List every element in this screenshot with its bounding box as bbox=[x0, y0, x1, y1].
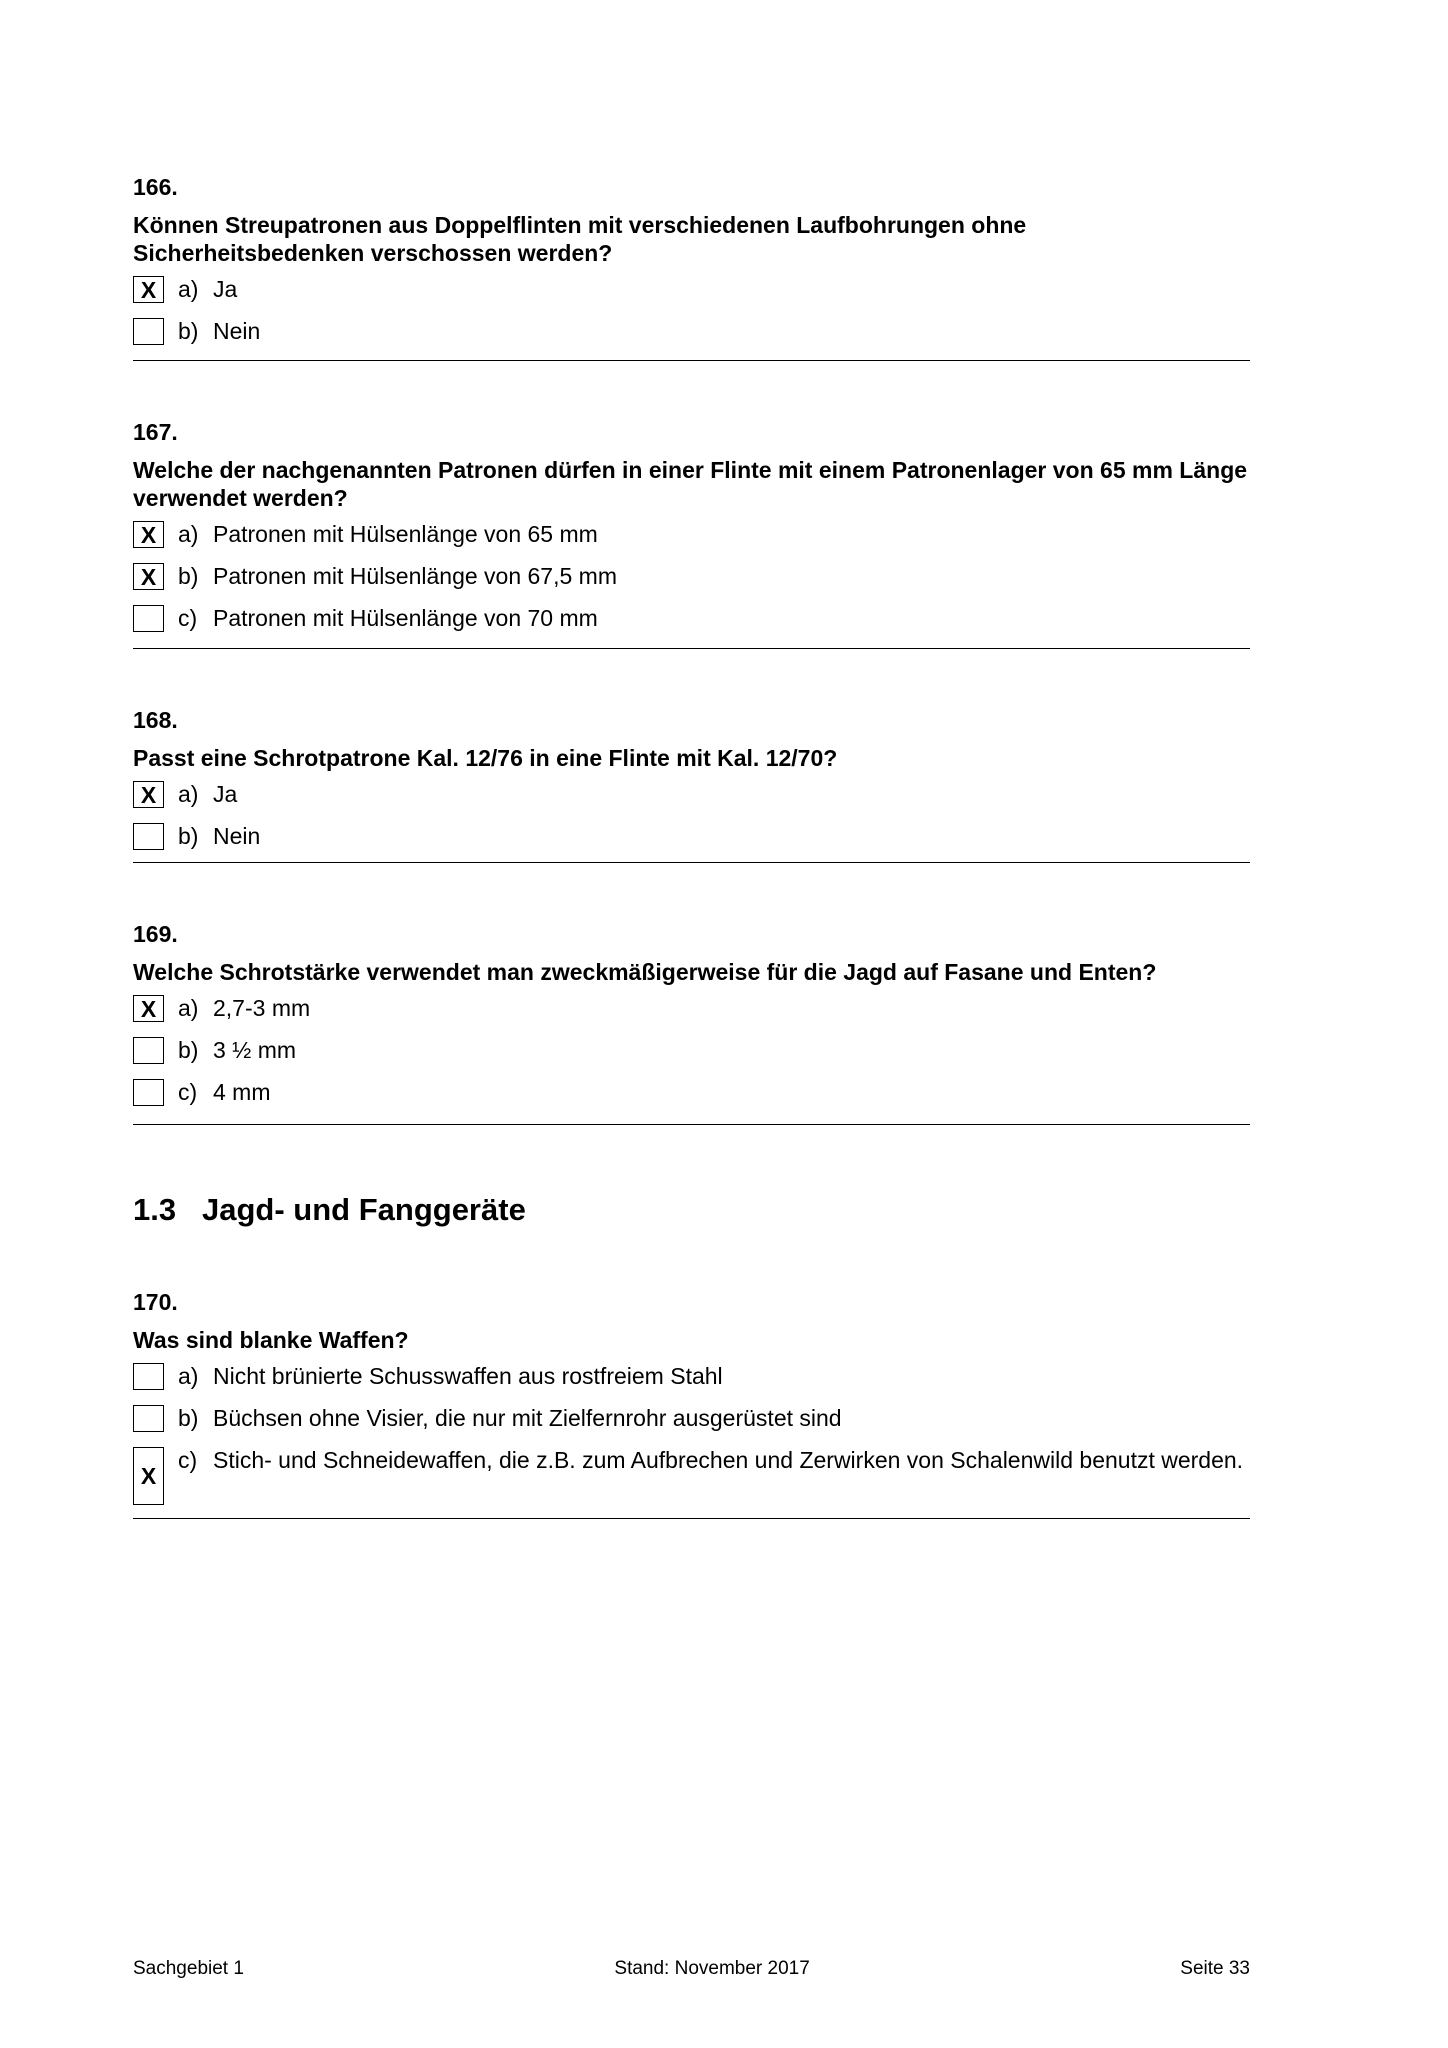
option-text: 2,7-3 mm bbox=[213, 995, 311, 1021]
option-letter: a) bbox=[178, 276, 199, 302]
option-letter: a) bbox=[178, 521, 199, 547]
question-number: 166. bbox=[133, 174, 178, 200]
divider bbox=[133, 1124, 1250, 1125]
question-169 bbox=[133, 920, 1250, 1120]
option-letter: a) bbox=[178, 1363, 199, 1389]
answer-checkbox[interactable]: X bbox=[133, 563, 164, 590]
divider bbox=[133, 862, 1250, 863]
answer-checkbox[interactable] bbox=[133, 605, 164, 632]
question-text: Können Streupatronen aus Doppelflinten mit verschiedenen Laufbohrungen ohne Sicherheitsbedenken verschossen werden? bbox=[133, 212, 1027, 266]
footer-page-number: Seite 33 bbox=[1180, 1958, 1250, 1979]
option-text: 4 mm bbox=[213, 1079, 271, 1105]
answer-checkbox[interactable]: X bbox=[133, 1447, 164, 1505]
section-number: 1.3 bbox=[133, 1192, 177, 1227]
answer-checkbox[interactable]: X bbox=[133, 781, 164, 808]
option-text: Nicht brünierte Schusswaffen aus rostfreiem Stahl bbox=[213, 1363, 723, 1389]
option-letter: b) bbox=[178, 318, 199, 344]
answer-option bbox=[133, 780, 1250, 808]
divider bbox=[133, 648, 1250, 649]
option-text: Ja bbox=[213, 781, 238, 807]
divider bbox=[133, 1518, 1250, 1519]
option-text: Nein bbox=[213, 823, 261, 849]
question-number: 168. bbox=[133, 707, 178, 733]
answer-checkbox[interactable] bbox=[133, 1079, 164, 1106]
option-letter: a) bbox=[178, 995, 199, 1021]
option-letter: c) bbox=[178, 1447, 198, 1473]
question-number: 169. bbox=[133, 921, 178, 947]
answer-option bbox=[133, 520, 1250, 548]
option-letter: b) bbox=[178, 563, 199, 589]
question-167 bbox=[133, 418, 1250, 646]
answer-option bbox=[133, 1362, 1250, 1390]
section-heading bbox=[133, 1192, 526, 1228]
option-text: Nein bbox=[213, 318, 261, 344]
question-170 bbox=[133, 1288, 1250, 1519]
question-number: 170. bbox=[133, 1289, 178, 1315]
answer-checkbox[interactable] bbox=[133, 1405, 164, 1432]
answer-option bbox=[133, 822, 1250, 850]
question-number: 167. bbox=[133, 419, 178, 445]
option-text: Patronen mit Hülsenlänge von 67,5 mm bbox=[213, 563, 617, 589]
option-text: 3 ½ mm bbox=[213, 1037, 297, 1063]
option-text: Stich- und Schneidewaffen, die z.B. zum Aufbrechen und Zerwirken von Schalenwild benutzt werden. bbox=[213, 1447, 1244, 1473]
option-letter: c) bbox=[178, 1079, 198, 1105]
answer-option bbox=[133, 562, 1250, 590]
question-text: Welche Schrotstärke verwendet man zweckmäßigerweise für die Jagd auf Fasane und Enten? bbox=[133, 959, 1157, 985]
answer-option bbox=[133, 1404, 1250, 1432]
answer-option bbox=[133, 1078, 1250, 1106]
option-text: Büchsen ohne Visier, die nur mit Zielfernrohr ausgerüstet sind bbox=[213, 1405, 842, 1431]
answer-option bbox=[133, 604, 1250, 632]
footer-date: Stand: November 2017 bbox=[614, 1958, 810, 1979]
question-text: Welche der nachgenannten Patronen dürfen in einer Flinte mit einem Patronenlager von 65 mm Länge verwendet werden? bbox=[133, 457, 1248, 511]
question-text: Was sind blanke Waffen? bbox=[133, 1327, 409, 1353]
option-letter: c) bbox=[178, 605, 198, 631]
answer-checkbox[interactable] bbox=[133, 1037, 164, 1064]
answer-checkbox[interactable] bbox=[133, 823, 164, 850]
answer-option bbox=[133, 994, 1250, 1022]
section-title: Jagd- und Fanggeräte bbox=[202, 1192, 526, 1227]
answer-checkbox[interactable]: X bbox=[133, 995, 164, 1022]
option-text: Patronen mit Hülsenlänge von 65 mm bbox=[213, 521, 598, 547]
footer-subject: Sachgebiet 1 bbox=[133, 1958, 244, 1979]
answer-checkbox[interactable] bbox=[133, 318, 164, 345]
option-letter: b) bbox=[178, 1037, 199, 1063]
option-letter: b) bbox=[178, 823, 199, 849]
answer-option bbox=[133, 317, 1250, 345]
question-168 bbox=[133, 706, 1250, 864]
option-text: Patronen mit Hülsenlänge von 70 mm bbox=[213, 605, 598, 631]
option-letter: b) bbox=[178, 1405, 199, 1431]
answer-option bbox=[133, 1446, 1250, 1505]
answer-option bbox=[133, 275, 1250, 303]
page-footer bbox=[133, 1958, 1250, 1980]
question-text: Passt eine Schrotpatrone Kal. 12/76 in eine Flinte mit Kal. 12/70? bbox=[133, 745, 838, 771]
divider bbox=[133, 360, 1250, 361]
option-text: Ja bbox=[213, 276, 238, 302]
answer-option bbox=[133, 1036, 1250, 1064]
answer-checkbox[interactable] bbox=[133, 1363, 164, 1390]
option-letter: a) bbox=[178, 781, 199, 807]
answer-checkbox[interactable]: X bbox=[133, 521, 164, 548]
answer-checkbox[interactable]: X bbox=[133, 276, 164, 303]
question-166 bbox=[133, 173, 1250, 359]
